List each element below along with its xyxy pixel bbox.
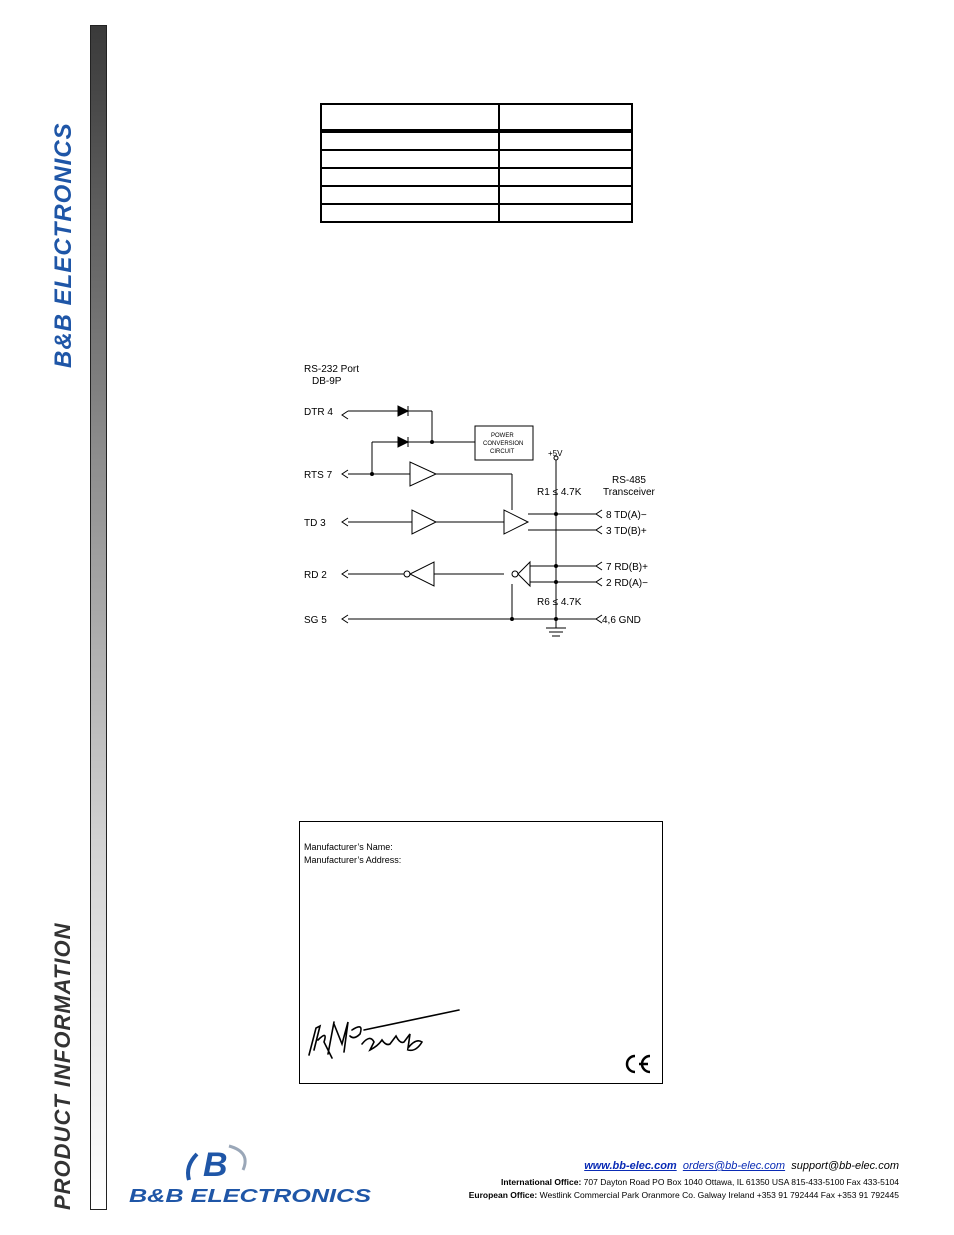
pin-label-rd-b: 7 RD(B)+ xyxy=(606,562,648,573)
euro-office-address: Westlink Commercial Park Oranmore Co. Galway Ireland +353 91 792444 Fax +353 91 792445 xyxy=(539,1190,899,1200)
manufacturer-name-label: Manufacturer’s Name: xyxy=(304,842,393,852)
table-row xyxy=(321,168,632,186)
dtr-diode-network xyxy=(348,406,475,476)
brand-vertical-title: B&B ELECTRONICS xyxy=(50,122,77,368)
manufacturer-address-label: Manufacturer’s Address: xyxy=(304,855,402,865)
ce-mark-icon xyxy=(622,1053,652,1075)
table-cell xyxy=(499,150,632,168)
rs485-subtitle: Transceiver xyxy=(603,487,655,498)
contact-links xyxy=(469,1160,899,1172)
rs232-rs485-schematic xyxy=(290,360,680,650)
resistor-r1-label: R1 ≤ 4.7K xyxy=(537,487,582,498)
connector-arrows-right xyxy=(596,510,602,623)
product-information-title: PRODUCT INFORMATION xyxy=(50,922,75,1210)
pin-label-td-b: 3 TD(B)+ xyxy=(606,526,647,537)
pin-label-rts: RTS 7 xyxy=(304,470,333,481)
side-gradient-bar xyxy=(90,25,107,1210)
signature-image xyxy=(304,1000,464,1070)
rd-line xyxy=(348,562,596,619)
table-cell xyxy=(321,186,499,204)
table-cell xyxy=(499,168,632,186)
table-row xyxy=(321,150,632,168)
intl-office-address: 707 Dayton Road PO Box 1040 Ottawa, IL 61350 USA 815-433-5100 Fax 433-5104 xyxy=(583,1177,899,1187)
logo-wordmark: B&B ELECTRONICS xyxy=(129,1186,371,1206)
euro-office-label: European Office: xyxy=(468,1190,538,1200)
international-office xyxy=(469,1176,899,1189)
office-addresses xyxy=(469,1176,899,1202)
table-cell xyxy=(499,204,632,222)
resistor-r6-label: R6 ≤ 4.7K xyxy=(537,597,582,608)
european-office xyxy=(469,1189,899,1202)
table-cell xyxy=(321,150,499,168)
table-header-cell xyxy=(499,104,632,131)
rs485-title: RS-485 xyxy=(612,475,646,486)
pin-label-td-a: 8 TD(A)− xyxy=(606,510,647,521)
rs232-connector-label: DB-9P xyxy=(312,376,342,387)
table-cell xyxy=(499,131,632,150)
table-cell xyxy=(321,131,499,150)
pin-label-rd: RD 2 xyxy=(304,570,327,581)
orders-email-link[interactable]: orders@bb-elec.com xyxy=(682,1160,786,1172)
power-block-line-1: POWER xyxy=(491,433,514,439)
bb-electronics-logo xyxy=(125,1140,375,1206)
supply-and-resistors xyxy=(511,456,567,636)
table-row xyxy=(321,131,632,150)
rs232-port-title: RS-232 Port xyxy=(304,364,360,375)
table-cell xyxy=(321,168,499,186)
table-row xyxy=(321,204,632,222)
table-header-cell xyxy=(321,104,499,131)
connector-arrows-left xyxy=(342,411,348,623)
intl-office-label: International Office: xyxy=(500,1177,582,1187)
table-cell xyxy=(321,204,499,222)
td-line xyxy=(348,510,596,534)
power-block-line-3: CIRCUIT xyxy=(490,449,515,455)
supply-label: +5V xyxy=(548,449,563,458)
pin-label-dtr: DTR 4 xyxy=(304,407,333,418)
spec-table xyxy=(320,103,633,223)
rts-line xyxy=(348,462,512,510)
support-email: support@bb-elec.com xyxy=(791,1160,899,1172)
table-row xyxy=(321,186,632,204)
table-cell xyxy=(499,186,632,204)
pin-label-rd-a: 2 RD(A)− xyxy=(606,578,648,589)
pin-label-gnd: 4,6 GND xyxy=(602,615,641,626)
website-link[interactable]: www.bb-elec.com xyxy=(584,1160,677,1172)
table-header-row xyxy=(321,104,632,131)
pin-label-td: TD 3 xyxy=(304,518,326,529)
power-block-line-2: CONVERSION xyxy=(483,441,524,447)
logo-b-mark: B xyxy=(203,1146,228,1184)
declaration-box xyxy=(299,821,663,1084)
pin-label-sg: SG 5 xyxy=(304,615,327,626)
footer-contacts xyxy=(469,1160,899,1202)
